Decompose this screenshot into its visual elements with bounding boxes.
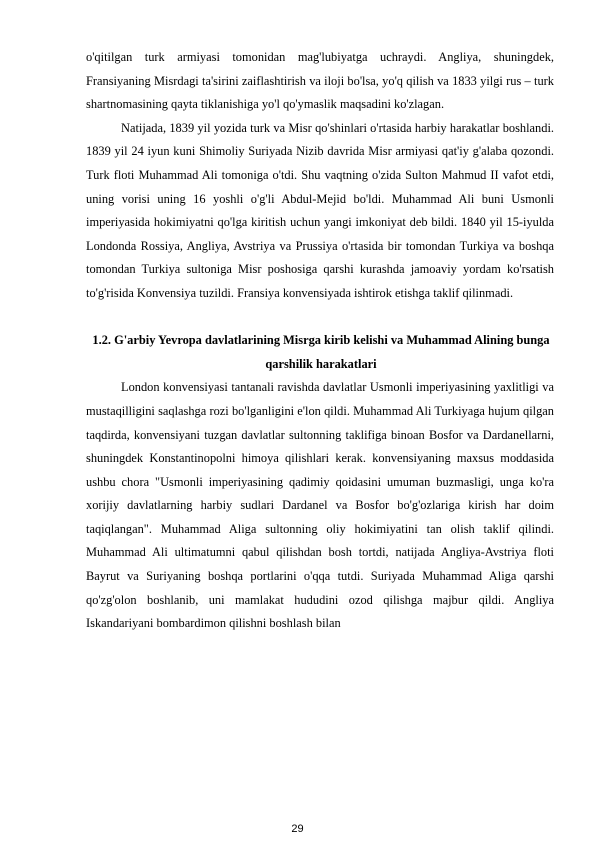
section-heading: 1.2. G'arbiy Yevropa davlatlarining Misrga kirib kelishi va Muhammad Alining bunga qarshilik harakatlari [92,333,550,371]
section-spacer [86,306,554,330]
paragraph-london-convention: London konvensiyasi tantanali ravishda davlatlar Usmonli imperiyasining yaxlitligi va mustaqilligini saqlashga rozi bo'lganligini e'lon qildi. Muhammad Ali Turkiyaga hujum qilgan taqdirda, konvensiyani tuzgan davlatlar sultonning taklifiga binoan Bosfor va Dardanellarni, shuningdek Konstantinopolni himoya qilishlari kerak. konvensiyaning maxsus moddasida ushbu chora "Usmonli imperiyasining qadimiy qoidasini umuman buzmasligi, unga ko'ra xorijiy davlatlarning harbiy sudlari Dardanel va Bosfor bo'g'ozlariga kirish har doim taqiqlangan". Muhammad Aliga sultonning oliy hokimiyatini tan olish taklif qilindi. Muhammad Ali ultimatumni qabul qilishdan bosh tortdi, natijada Angliya-Avstriya floti Bayrut va Suriyaning boshqa portlarini o'qqa tutdi. Suriyada Muhammad Aliga qarshi qo'zg'olon boshlanib, uni mamlakat hududini ozod qilishga majbur qildi. Angliya Iskandariyani bombardimon qilishni boshlash bilan [86,380,554,631]
paragraph-war-1839: Natijada, 1839 yil yozida turk va Misr qo'shinlari o'rtasida harbiy harakatlar boshlandi. 1839 yil 24 iyun kuni Shimoliy Suriyada Nizib davrida Misr armiyasi qat'iy g'alaba qozondi. Turk floti Muhammad Ali tomoniga o'tdi. Shu vaqtning o'zida Sulton Mahmud II vafot etdi, uning vorisi uning 16 yoshli o'g'li Abdul-Mejid bo'ldi. Muhammad Ali buni Usmonli imperiyasida hokimiyatni qo'lga kiritish uchun yangi imkoniyat deb bildi. 1840 yil 15-iyulda Londonda Rossiya, Angliya, Avstriya va Prussiya o'rtasida bir tomondan Turkiya va boshqa tomondan Turkiya sultoniga Misr poshosiga qarshi kurashda jamoaviy yordam ko'rsatish to'g'risida Konvensiya tuzildi. Fransiya konvensiyada ishtirok etishga taklif qilinmadi. [86,120,554,300]
document-body [86,46,554,636]
paragraph-continuation: o'qitilgan turk armiyasi tomonidan mag'lubiyatga uchraydi. Angliya, shuningdek, Fransiyaning Misrdagi ta'sirini zaiflashtirish va iloji bo'lsa, yo'q qilish va 1833 yilgi rus – turk shartnomasining qayta tiklanishiga yo'l qo'ymaslik maqsadini ko'zlagan. [86,50,554,112]
page-number: 29 [291,823,304,835]
